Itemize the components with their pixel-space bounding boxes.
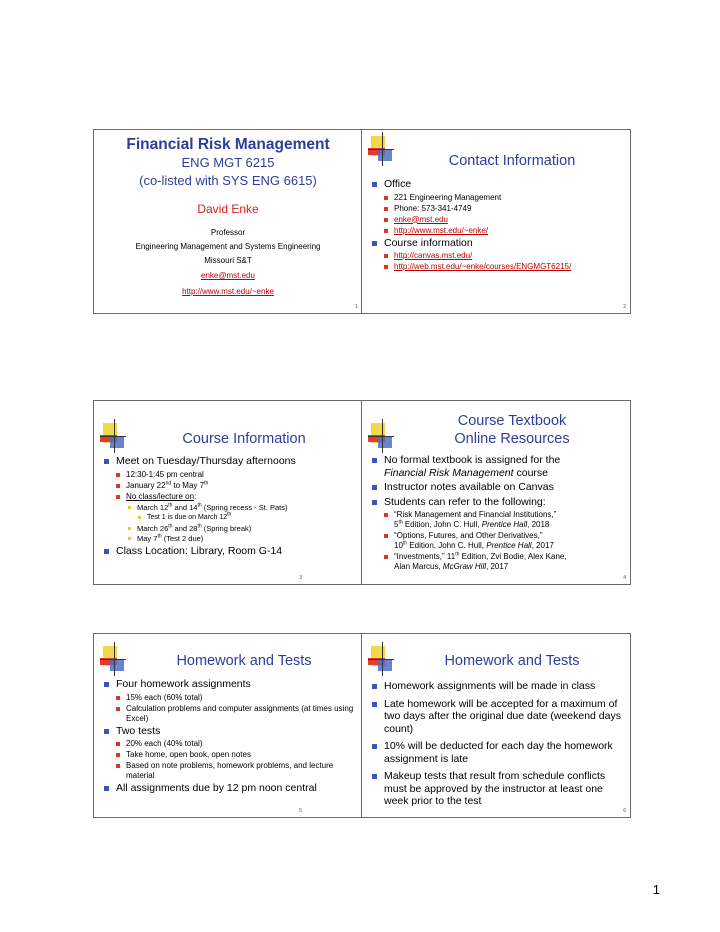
tests-format: Take home, open book, open notes bbox=[116, 750, 354, 760]
slide-5-title: Homework and Tests bbox=[176, 653, 312, 669]
no-class-may: May 7th (Test 2 due) bbox=[128, 534, 354, 544]
office-url-link[interactable]: http://www.mst.edu/~enke/ bbox=[394, 225, 489, 235]
slide-3 bbox=[93, 400, 363, 585]
policy-1: Homework assignments will be made in class bbox=[372, 680, 622, 693]
slide-number: 5 bbox=[299, 808, 302, 814]
slide-2-title: Contact Information bbox=[448, 153, 576, 169]
slide-3-title: Course Information bbox=[182, 431, 306, 447]
slide-number: 2 bbox=[623, 304, 626, 310]
office-email[interactable] bbox=[384, 215, 622, 225]
no-class-march-1: March 12th and 14th (Spring recess - St. Pats) bbox=[128, 503, 354, 513]
email-link-text[interactable]: enke@mst.edu bbox=[201, 271, 255, 280]
reference-3: “Investments,” 11th Edition, Zvi Bodie, Alex Kane, Alan Marcus, McGraw Hill, 2017 bbox=[384, 552, 622, 572]
canvas-url[interactable] bbox=[384, 251, 622, 261]
office-email-link[interactable]: enke@mst.edu bbox=[394, 214, 448, 224]
slide-4 bbox=[361, 400, 631, 585]
homework-weight: 15% each (60% total) bbox=[116, 693, 354, 703]
office-address: 221 Engineering Management bbox=[384, 193, 622, 203]
office-phone: Phone: 573-341-4749 bbox=[384, 204, 622, 214]
instructor-notes: Instructor notes available on Canvas bbox=[372, 481, 622, 494]
tests-heading: Two tests bbox=[104, 725, 354, 738]
slide-2 bbox=[361, 129, 631, 314]
colisted: (co-listed with SYS ENG 6615) bbox=[139, 173, 317, 188]
due-time: All assignments due by 12 pm noon central bbox=[104, 782, 354, 795]
slide-4-title-line-1: Course Textbook bbox=[457, 413, 567, 429]
course-code: ENG MGT 6215 bbox=[181, 155, 275, 170]
slide-4-title-line-2: Online Resources bbox=[454, 431, 570, 447]
slide-1 bbox=[93, 129, 363, 314]
slide-5 bbox=[93, 633, 363, 818]
semester-dates: January 22nd to May 7th bbox=[116, 481, 354, 491]
homepage-link[interactable] bbox=[94, 287, 362, 296]
slide-decoration-icon bbox=[368, 419, 394, 451]
class-location: Class Location: Library, Room G-14 bbox=[104, 545, 354, 558]
slide-decoration-icon bbox=[100, 642, 126, 674]
office-heading: Office bbox=[372, 178, 622, 191]
meeting-days: Meet on Tuesday/Thursday afternoons bbox=[104, 455, 354, 468]
homework-type: Calculation problems and computer assignments (at times using Excel) bbox=[116, 704, 354, 724]
slide-number: 3 bbox=[299, 575, 302, 581]
meeting-time: 12:30-1:45 pm central bbox=[116, 470, 354, 480]
slide-number: 1 bbox=[355, 304, 358, 310]
email-link[interactable] bbox=[94, 271, 362, 280]
slide-number: 4 bbox=[623, 575, 626, 581]
no-textbook: No formal textbook is assigned for the Financial Risk Management course bbox=[372, 454, 622, 479]
instructor-name: David Enke bbox=[197, 202, 259, 216]
slide-6 bbox=[361, 633, 631, 818]
slide-1-title: Financial Risk Management bbox=[126, 136, 330, 153]
test-1-due: Test 1 is due on March 12th bbox=[138, 513, 354, 523]
reference-1: “Risk Management and Financial Institutions,” 5th Edition, John C. Hull, Prentice Hall, 2018 bbox=[384, 510, 622, 530]
policy-4: Makeup tests that result from schedule conflicts must be approved by the instructor at least one week prior to the test bbox=[372, 770, 622, 808]
course-page-link[interactable]: http://web.mst.edu/~enke/courses/ENGMGT6215/ bbox=[394, 262, 572, 271]
tests-basis: Based on note problems, homework problems, and lecture material bbox=[116, 761, 354, 781]
policy-3: 10% will be deducted for each day the homework assignment is late bbox=[372, 740, 622, 765]
course-page-url[interactable] bbox=[384, 262, 622, 272]
slide-decoration-icon bbox=[100, 419, 126, 451]
references-heading: Students can refer to the following: bbox=[372, 496, 622, 509]
no-class-heading: No class/lecture on: bbox=[116, 492, 354, 502]
department: Engineering Management and Systems Engineering bbox=[135, 242, 321, 251]
slide-decoration-icon bbox=[368, 132, 394, 164]
page-number: 1 bbox=[652, 882, 660, 897]
office-url[interactable] bbox=[384, 226, 622, 236]
homework-heading: Four homework assignments bbox=[104, 678, 354, 691]
policy-2: Late homework will be accepted for a maximum of two days after the original due date (weekend days count) bbox=[372, 698, 622, 736]
tests-weight: 20% each (40% total) bbox=[116, 739, 354, 749]
no-class-march-2: March 26th and 28th (Spring break) bbox=[128, 524, 354, 534]
slide-decoration-icon bbox=[368, 642, 394, 674]
slide-number: 6 bbox=[623, 808, 626, 814]
school: Missouri S&T bbox=[204, 256, 252, 265]
instructor-role: Professor bbox=[210, 228, 246, 237]
homepage-link-text[interactable]: http://www.mst.edu/~enke bbox=[182, 287, 274, 296]
reference-2: “Options, Futures, and Other Derivatives,” 10th Edition, John C. Hull, Prentice Hall, 2017 bbox=[384, 531, 622, 551]
slide-6-title: Homework and Tests bbox=[444, 653, 580, 669]
course-info-heading: Course information bbox=[372, 237, 622, 250]
canvas-link[interactable]: http://canvas.mst.edu/ bbox=[394, 251, 473, 260]
